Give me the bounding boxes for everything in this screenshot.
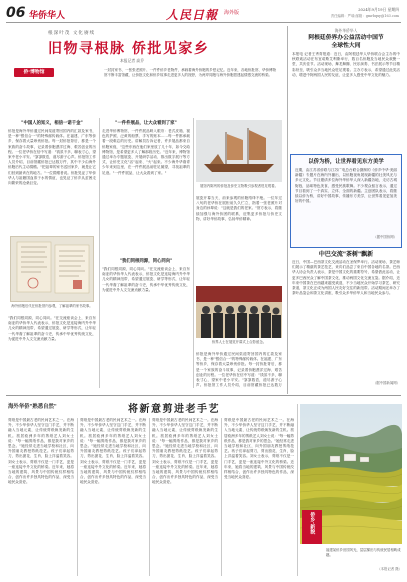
column-rule [297,404,298,576]
lead-subhead-2: "一件件展品，让大众看到了家" [115,121,177,126]
bottom-corner-label: 海外华侨"熟悉自然" [8,404,57,410]
lead-story [8,28,284,390]
right-top-story [292,28,400,152]
right-mid-body: 近日，中国—巴西茶文化交流活动在圣保罗举行。活动现场，茶艺师们展示了精湛的茶艺技艺，来宾们品尝了来自中国各地的名茶。巴西华人协会负责人表示，茶是中国文化的重要符号，希望借此活动，让更多巴西民众了解中国茶文化，推动两国文化交流互鉴。据介绍，近年来中国茶在巴西越来越受欢迎，不少当地民众开始学习茶艺、研究茶道，茶文化正成为两国人民友好交往的新纽带。活动期间还举办了茶叶品鉴会和茶文化讲座，吸引众多华侨华人和当地民众参与。 [292,260,400,296]
editor-line: 责任编辑：严瑜 邮箱：gmrbqxy@163.com [330,14,399,18]
landscape-credit: （本报记者 摄） [377,567,402,571]
edition-label: 海外版 [224,10,240,16]
lead-byline: 本报记者 高乔 [120,58,144,63]
column-tag-label: 侨·博物馆 [23,70,45,75]
ship-illustration [196,120,282,182]
lead-subhead-1: "中国人的知义，相信一诺千金" [21,121,83,126]
bottom-body-col2: 剪纸是中国最古老的民间艺术之一。在海外，不少华侨华人坚守这门手艺，并不断融入当地元素，让传统剪纸焕发新的生机。旅居欧洲多年的剪纸艺人刘女士说："每一幅剪纸作品，都是我对家乡的思念。"她经常走进当地学校和社区，向外国朋友教授剪纸技艺。孩子们拿起剪刀，剪出窗花、生肖，脸上洋溢着笑容。刘女士表示，剪纸不仅是一门手艺，更是一座连接中外文化的桥梁。近年来，她将当地的建筑、风景与中国传统纹样相结合，创作出许多独具特色的作品，深受当地民众喜爱。 [80,418,146,485]
bottom-body-col4: 剪纸是中国最古老的民间艺术之一。在海外，不少华侨华人坚守这门手艺，并不断融入当地元素，让传统剪纸焕发新的生机。旅居欧洲多年的剪纸艺人刘女士说："每一幅剪纸作品，都是我对家乡的思念。"她经常走进当地学校和社区，向外国朋友教授剪纸技艺。孩子们拿起剪刀，剪出窗花、生肖，脸上洋溢着笑容。刘女士表示，剪纸不仅是一门手艺，更是一座连接中外文化的桥梁。近年来，她将当地的建筑、风景与中国传统纹样相结合，创作出许多独具特色的作品，深受当地民众喜爱。 [224,418,294,480]
ship-model-photo [196,120,282,182]
lead-intro: 一封封家书、一张张老照片、一件件侨乡老物件，承载着海外侨胞的乡愁记忆。近年来，各地侨批馆、华侨博物馆不断丰富馆藏，让侨批文化和侨乡故事走进更多人的视野，为两岸同胞与海外侨胞搭建起情感交流的桥梁。 [104,68,276,77]
right-mid-story [292,250,400,392]
column-rule [193,118,194,388]
group-photo [196,286,282,338]
date-line: 2024年9月19日 星期四 [358,7,399,12]
section-rule [6,395,401,396]
paper-logo: 人民日報 [166,8,219,22]
section-name: 华侨华人 [29,11,66,21]
group-illustration [196,286,282,338]
highlight-box [290,154,402,248]
right-mid-source: （据中国新闻网） [372,381,400,385]
bottom-body-col1: 剪纸是中国最古老的民间艺术之一。在海外，不少华侨华人坚守这门手艺，并不断融入当地元素，让传统剪纸焕发新的生机。旅居欧洲多年的剪纸艺人刘女士说："每一幅剪纸作品，都是我对家乡的思念。"她经常走进当地学校和社区，向外国朋友教授剪纸技艺。孩子们拿起剪刀，剪出窗花、生肖，脸上洋溢着笑容。刘女士表示，剪纸不仅是一门手艺，更是一座连接中外文化的桥梁。近年来，她将当地的建筑、风景与中国传统纹样相结合，创作出许多独具特色的作品，深受当地民众喜爱。 [8,418,74,485]
lead-body-col1: 侨批是海外华侨通过民间渠道寄回国内的汇款及家书，是一种"银信合一"的特殊邮传载体。在福建、广东等侨乡，保存着大量珍贵侨批。每一封侨批背后，都是一个家族的奋斗故事，记录着侨胞漂洋过海、艰苦创业的历程。一位老华侨在信中写道："钱虽不多，聊表寸心，望家中老小平安。"寥寥数语，道尽游子心声。侨批馆工作人员介绍，目前馆藏侨批已达数万件，其中不少由海外侨胞后代主动捐赠。"把祖辈的家书送回家乡，就是让它们回到最该在的地方。"一位捐赠者说。侨批见证了华侨华人与祖籍国血浓于水的情谊，也见证了侨乡从贫困走向繁荣的沧桑巨变。 [8,129,96,186]
bottom-title: 将新意剪进老手艺 [128,404,220,415]
highlight-source: （据中国侨网） [373,235,397,239]
column-tag [14,68,54,77]
header-rule [6,22,401,23]
lead-subhead-3: "我们同根同源，同心同向" [119,259,173,264]
column-rule [287,26,288,394]
letter-photo-caption: 海外侨胞后代在侨批馆内参观，了解祖辈的家书故事。 [11,304,93,308]
right-title-2: 全球性大同 [331,43,361,49]
right-mid-title: 中巴交流"茶树"飘新 [318,251,374,258]
letter-photo [10,236,94,302]
bottom-body-col3: 剪纸是中国最古老的民间艺术之一。在海外，不少华侨华人坚守这门手艺，并不断融入当地元素，让传统剪纸焕发新的生机。旅居欧洲多年的剪纸艺人刘女士说："每一幅剪纸作品，都是我对家乡的思念。"她经常走进当地学校和社区，向外国朋友教授剪纸技艺。孩子们拿起剪刀，剪出窗花、生肖，脸上洋溢着笑容。刘女士表示，剪纸不仅是一门手艺，更是一座连接中外文化的桥梁。近年来，她将当地的建筑、风景与中国传统纹样相结合，创作出许多独具特色的作品，深受当地民众喜爱。 [152,418,218,485]
page-number: 06 [6,5,26,21]
highlight-body: 近期，由江苏省侨联与江苏广电总台联合摄制的《侨乡中华·美丽新疆》专题片在海内外播出，以侨胞视角展现新疆的壮美风光与多元文化。节目邀请多位海外华侨华人深入新疆各地，走访古城街巷，品味特色美食，感受民族歌舞。不少观众留言表示，通过节目看到了一个真实、立体、全面的新疆。主创团队表示，将继续以侨为桥，讲好中国故事，传播东方美学，让世界看见更加美好的中国。 [295,168,397,204]
highlight-title: 以侨为桥，让世界看见东方美学 [308,159,384,165]
right-kicker: 海外华侨华人 [334,28,358,33]
lead-title: 旧物寻根脉 侨批见家乡 [48,41,210,57]
column-rule [77,418,78,576]
letter-illustration [11,237,94,302]
lead-body-col3b: 侨批是海外华侨通过民间渠道寄回国内的汇款及家书，是一种"银信合一"的特殊邮传载体。在福建、广东等侨乡，保存着大量珍贵侨批。每一封侨批背后，都是一个家族的奋斗故事，记录着侨胞漂洋过海、艰苦创业的历程。一位老华侨在信中写道："钱虽不多，聊表寸心，望家中老小平安。"寥寥数语，道尽游子心声。侨批馆工作人员介绍，目前馆藏侨批已达数万 [196,352,282,388]
lead-body-col3: 展览开幕当天，前来参观的侨胞络绎不绝。一位年过八旬的老华侨在展柜前久久伫立，指着一张老照片对身边的孙辈说："这就是我们的老家。"馆方表示，将继续加强与海外侨团的联系，征集更多侨批与侨史文物，讲好华侨故事，弘扬华侨精神。 [196,196,282,221]
photo-tag [302,510,322,544]
column-rule [221,418,222,576]
lead-body-col2b: "我们同根同源，同心同向。"在交流座谈会上，来自东南亚的华侨华人代表表示，侨批文化是连接海内外中华儿女的精神纽带，希望通过展览、研学等形式，让年轻一代华裔了解祖辈的奋斗史，传承中华优秀传统文化，为促进中外人文交流贡献力量。 [102,267,190,292]
right-top-body: 本报电 记者王秀青报道：近日，由阿根廷华人华侨联合会主办的中秋联欢活动在布宜诺斯艾利斯举行，数百名侨胞及当地民众欢聚一堂，共庆佳节。活动现场，舞龙舞狮、民乐演奏、书法展示等节目精彩纷呈，吸引众多当地民众驻足观看。主办方表示，希望通过此类活动，增进中阿两国人民的友谊，让更多人感受中华文化的魅力。 [292,52,400,77]
column-rule [99,118,100,388]
landscape-caption: 福建某侨乡田园风光，层层梯田与传统民居相映成趣。 [326,548,401,557]
group-photo-caption: 侨界人士在展览开幕式上合影留念。 [211,340,267,344]
lead-kicker: 根深叶茂 文化赓续 [48,31,96,36]
lead-body-col1b: "我们同根同源，同心同向。"在交流座谈会上，来自东南亚的华侨华人代表表示，侨批文化是连接海内外中华儿女的精神纽带，希望通过展览、研学等形式，让年轻一代华裔了解祖辈的奋斗史，传承中华优秀传统文化，为促进中外人文交流贡献力量。 [8,316,96,341]
ship-photo-caption: 展馆内陈列的侨批及侨史文物吸引参观者驻足观看。 [200,184,278,188]
column-rule [149,418,150,576]
bottom-story [8,398,403,578]
right-title-1: 阿根廷侨界办公益活动中国节 [308,35,384,41]
photo-tag-label: 侨乡·新貌 [309,512,316,534]
lead-body-col2: 走进华侨博物馆，一件件展品映入眼帘：老式皮箱、褪色的护照、泛黄的船票、手写的账本……每一件都承载着一段难忘的历史。讲解员告诉记者，许多展品都来自侨胞家庭，"这些东西在他们家里放了几十年，如今交给博物馆，是希望更多人了解那段历史。"近年来，博物馆通过举办专题展览、开展研学活动、推出数字展厅等方式，让侨史文化"活"起来、"火"起来。不少海外华裔青少年来到这里，在一件件展品前驻足凝望，寻找祖辈的足迹。"一件件展品，让大众看到了家。" [102,129,190,175]
